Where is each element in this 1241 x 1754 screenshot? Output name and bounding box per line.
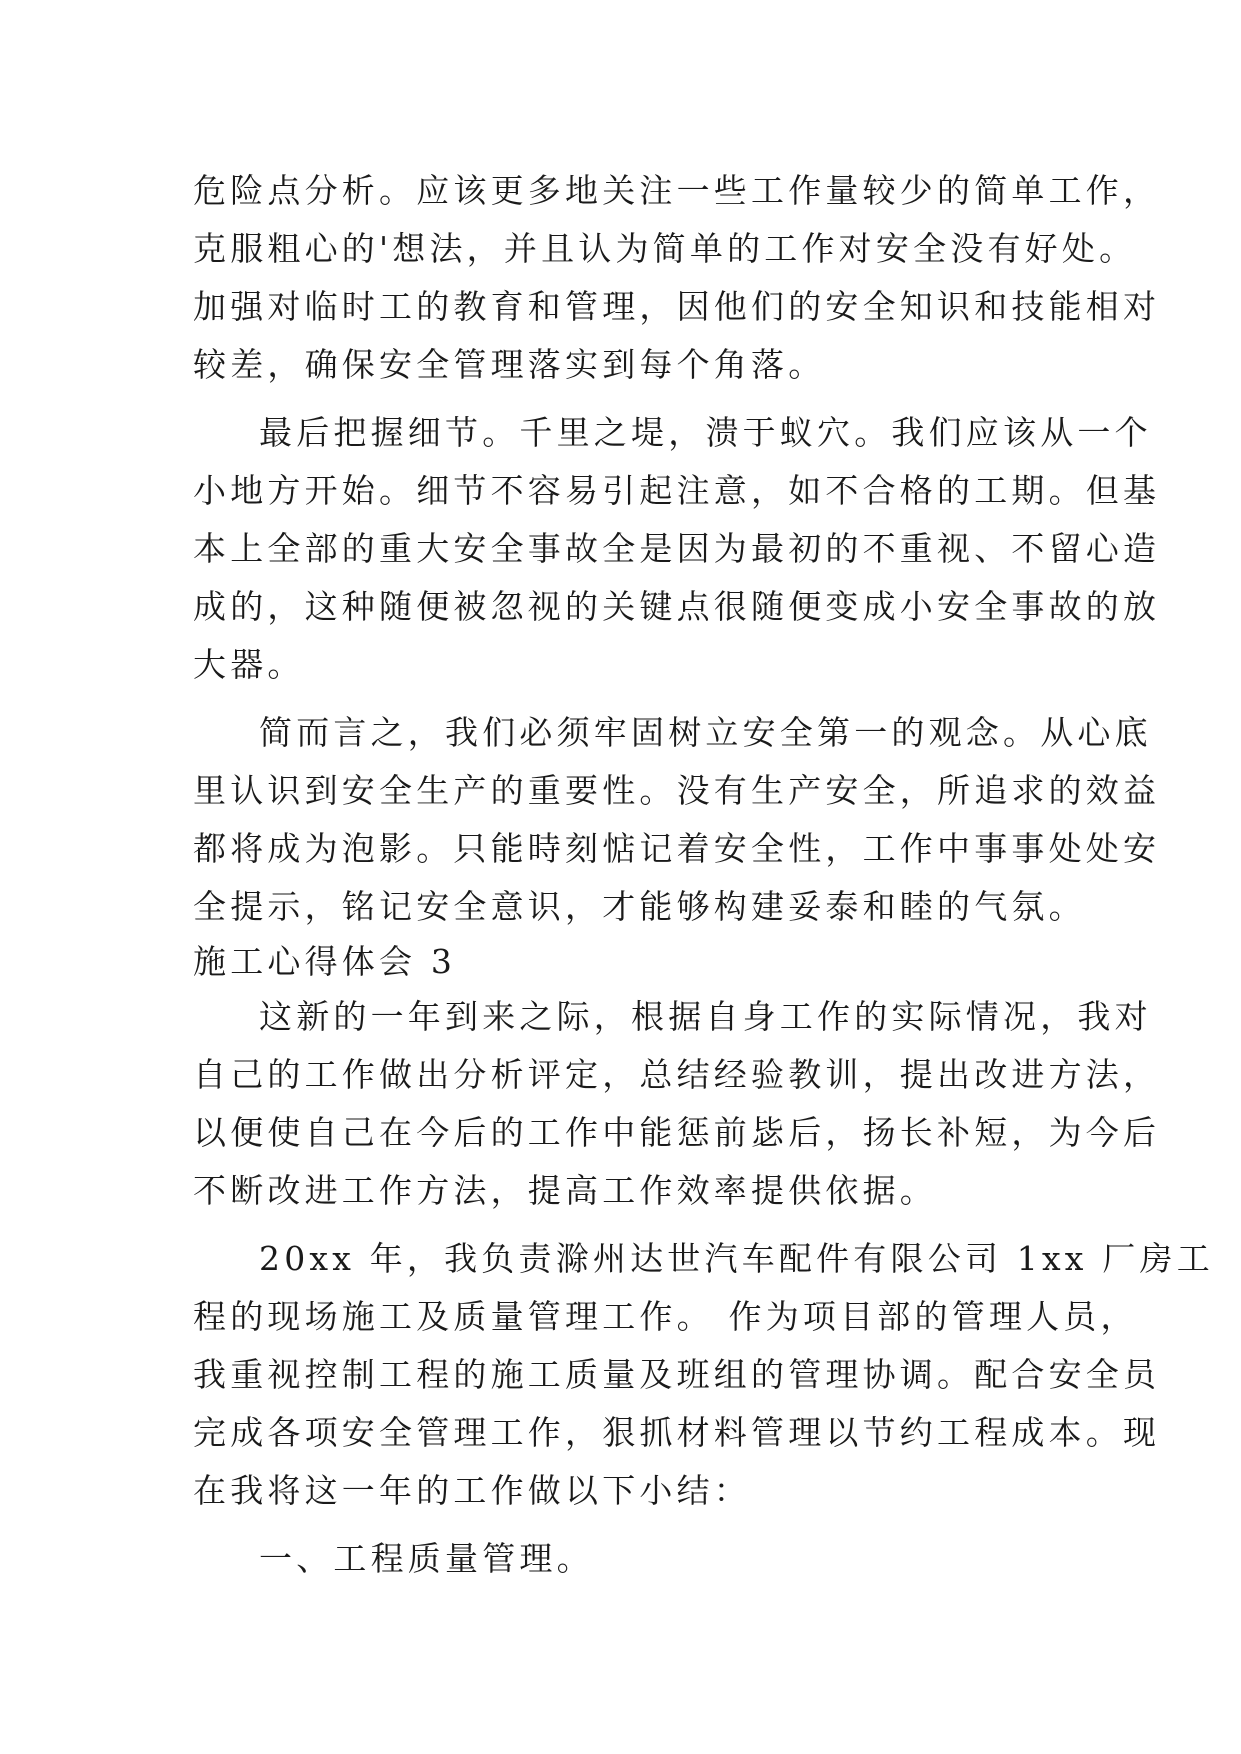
paragraph-line: 较差，确保安全管理落实到每个角落。 [193,345,826,384]
paragraph-line: 我重视控制工程的施工质量及班组的管理协调。配合安全员 [193,1355,1161,1394]
paragraph-line: 最后把握细节。千里之堤，溃于蚁穴。我们应该从一个 [259,413,1152,452]
paragraph-line: 成的，这种随便被忽视的关键点很随便变成小安全事故的放 [193,587,1161,626]
paragraph-3 [193,704,1161,936]
document-body [193,162,1214,1588]
paragraph-line: 危险点分析。应该更多地关注一些工作量较少的简单工作， [193,171,1161,210]
paragraph-line: 小地方开始。细节不容易引起注意，如不合格的工期。但基 [193,471,1161,510]
paragraph-line: 都将成为泡影。只能時刻惦记着安全性，工作中事事处处安 [193,829,1161,868]
paragraph-line: 里认识到安全生产的重要性。没有生产安全，所追求的效益 [193,771,1161,810]
paragraph-line: 全提示，铭记安全意识，才能够构建妥泰和睦的气氛。 [193,887,1086,926]
paragraph-5 [193,1230,1214,1520]
paragraph-line: 完成各项安全管理工作，狠抓材料管理以节约工程成本。现 [193,1413,1161,1452]
paragraph-line: 加强对临时工的教育和管理，因他们的安全知识和技能相对 [193,287,1161,326]
paragraph-line: 以便使自己在今后的工作中能惩前毖后，扬长补短，为今后 [193,1113,1161,1152]
paragraph-line: 本上全部的重大安全事故全是因为最初的不重视、不留心造 [193,529,1161,568]
section-heading: 施工心得体会 3 [193,942,457,981]
paragraph-line: 不断改进工作方法，提高工作效率提供依据。 [193,1171,937,1210]
paragraph-6 [193,1530,1063,1588]
paragraph-line: 20xx 年，我负责滁州达世汽车配件有限公司 1xx 厂房工 [259,1239,1214,1278]
paragraph-line: 简而言之，我们必须牢固树立安全第一的观念。从心底 [259,713,1152,752]
paragraph-2 [193,404,1161,694]
paragraph-line: 程的现场施工及质量管理工作。 作为项目部的管理人员， [193,1297,1138,1336]
paragraph-4 [193,988,1161,1220]
paragraph-line: 自己的工作做出分析评定，总结经验教训，提出改进方法， [193,1055,1161,1094]
paragraph-line: 大器。 [193,645,305,684]
paragraph-line: 这新的一年到来之际，根据自身工作的实际情况，我对 [259,997,1152,1036]
paragraph-line: 一、工程质量管理。 [259,1539,594,1578]
paragraph-1 [193,162,1161,394]
paragraph-line: 克服粗心的'想法，并且认为简单的工作对安全没有好处。 [193,229,1137,268]
paragraph-line: 在我将这一年的工作做以下小结： [193,1471,751,1510]
